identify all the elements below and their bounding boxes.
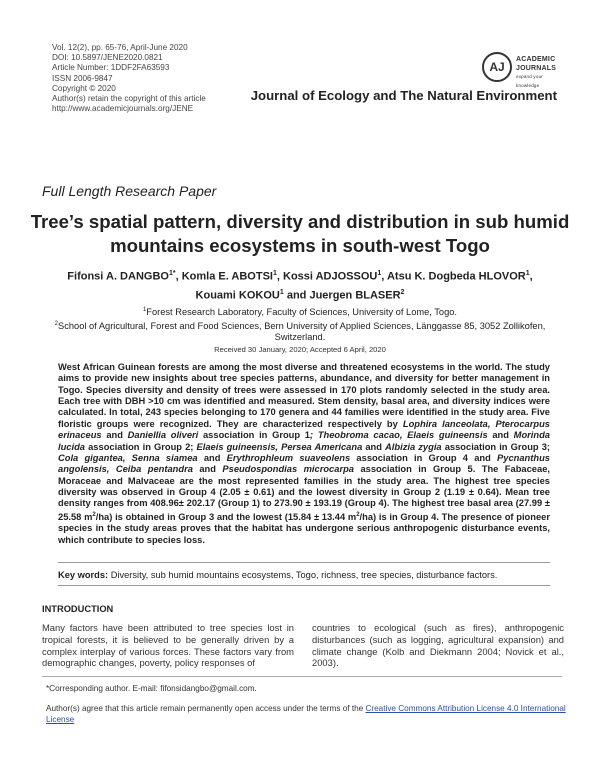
introduction-heading: INTRODUCTION [42,604,114,614]
affiliation-text: School of Agricultural, Forest and Food Sciences, Bern University of Applied Sciences, Länggasse 85, 3052 Zollikofen, Switzerland. [58,320,546,343]
author-name: Kouami KOKOU [195,289,280,302]
meta-rights: Author(s) retain the copyright of this article [52,94,206,104]
received-accepted-dates: Received 30 January, 2020; Accepted 6 April, 2020 [214,345,386,354]
author-name: Fifonsi A. DANGBO [67,270,169,283]
author-affil-mark: 2 [400,288,405,296]
divider [58,585,550,586]
affiliation-2 [30,319,570,344]
species-name: Morinda lucida [58,430,551,452]
affiliations [30,305,570,344]
species-name: Cola gigantea, Senna siamea [58,452,198,463]
abstract-text: association in Group 2; [85,441,197,452]
keywords-label: Key words: [58,570,109,580]
divider [58,562,550,563]
logo-mark: AJ [482,52,512,82]
author-affil-mark: 1 [279,288,284,296]
species-name: Erythrophleum suaveolens [226,452,351,463]
author-affil-mark: 1 [525,270,530,277]
author-separator: , [381,270,385,283]
superscript: 2 [356,511,360,518]
abstract-text: and [197,452,227,463]
academic-journals-logo [482,52,562,88]
abstract-text: /ha) is in Group 4. The presence of pioneer species in the study areas proves that the habitat has undergone serious anthropogenic disturbance events, which contribute to species loss. [58,511,550,545]
affiliation-text: Forest Research Laboratory, Faculty of Sciences, University of Lome, Togo. [146,307,458,318]
paper-title: Tree’s spatial pattern, diversity and distribution in sub humid mountains ecosystems in south-west Togo [30,211,570,256]
abstract-text: and [101,430,128,441]
author-affil-mark: 1 [377,270,382,277]
abstract-text: association in Group 3; [441,441,551,452]
meta-doi: DOI: 10.5897/JENE2020.0821 [52,53,163,63]
superscript: 2 [92,511,96,518]
abstract-text: and [362,441,386,452]
species-name: Daniellia oliveri [127,430,199,441]
author-name: Komla E. ABOTSI [181,270,273,283]
abstract-text: West African Guinean forests are among the most diverse and threatened ecosystems in the world. The study aims to provide new insights about tree species patterns, abundance, and diversity for better management in Togo. Species diversity and density of trees were assessed in 170 plots randomly selected in the study area. Each tree with DBH >10 cm was identified and measured. Stem density, basal area, and diversity indices were calculated. In total, 243 species belonging to 170 genera and 44 families were identified in the study area. Five floristic groups were recognized. They are characterized respectively by [58,362,550,429]
author-affil-mark: 1* [168,270,176,277]
author-separator: and [286,289,307,302]
meta-issn: ISSN 2006-9847 [52,73,113,83]
author-name: Juergen BLASER [309,289,401,302]
author-affil-mark: 1 [272,270,277,277]
keywords [58,570,550,580]
author-name: Kossi ADJOSSOU [283,270,378,283]
species-name: Pycnanthus angolensis, Ceiba pentandra [58,452,550,475]
abstract [58,362,550,546]
species-name: Theobroma cacao, Elaeis guineensis [317,430,488,441]
corresponding-author: *Corresponding author. E-mail: fifonsidangbo@gmail.com. [46,684,257,693]
footnote-divider [42,676,562,677]
license-text: Author(s) agree that this article remain permanently open access under the terms of the [46,704,366,713]
species-name: Elaeis guineensis, Persea Americana [196,441,363,452]
abstract-text: association in Group 4 and [350,452,498,463]
logo-text [516,56,562,90]
meta-volume: Vol. 12(2), pp. 65-76, April-June 2020 [52,43,188,52]
author-list [30,266,570,303]
introduction-column-2: countries to ecological (such as fires), anthropogenic disturbances (such as logging, agricultural expansion) and climate change (Kolb and Diekmann 2004; Novick et al., 2003). [312,622,564,669]
author-separator: , [529,270,533,283]
logo-tagline: expand your knowledge [516,74,543,88]
affiliation-1 [30,305,570,319]
logo-line2: JOURNALS [516,64,557,72]
author-name: Atsu K. Dogbeda HLOVOR [386,270,526,283]
keywords-text: Diversity, sub humid mountains ecosystems, Togo, richness, tree species, disturbance factors. [108,570,498,580]
article-meta [52,43,206,114]
meta-article-number: Article Number: 1DDF2FA63593 [52,63,170,73]
journal-name: Journal of Ecology and The Natural Environment [250,88,557,103]
abstract-text: and [487,430,514,441]
article-type: Full Length Research Paper [42,183,217,199]
abstract-text: /ha) is obtained in Group 3 and the lowest (15.84 ± 13.44 m [95,511,357,522]
abstract-text: association in Group 5. The Fabaceae, Moraceae and Malvaceae are the most represented families in the study area. The highest tree species diversity was observed in Group 4 (2.05 ± 0.61) and the lowest diversity in Group 2 (1.19 ± 0.64). Mean tree density ranges from 408.96± 202.17 (Group 1) to 273.90 ± 193.19 (Group 4). The highest tree basal area (27.99 ± 25.58 m [58,464,550,522]
species-name: Lophira lanceolata, Pterocarpus erinaceus [58,418,550,441]
meta-url[interactable]: http://www.academicjournals.org/JENE [52,104,194,114]
license-link[interactable]: Creative Commons Attribution License 4.0 International License [46,704,566,724]
abstract-text: and [192,464,223,475]
affiliation-mark: 2 [54,320,58,327]
abstract-text: association in Group 1 [198,430,310,441]
species-name: Albizia zygia [385,441,442,452]
author-separator: , [175,270,179,283]
author-separator: , [276,270,280,283]
logo-line1: ACADEMIC [516,56,556,63]
introduction-column-1: Many factors have been attributed to tree species lost in tropical forests, it is believed to be generally driven by a complex interplay of various forces. These factors vary from demographic changes, poverty, policy responses of [42,622,294,669]
abstract-text: ; [310,430,318,441]
species-name: Pseudospondias microcarpa [222,464,354,475]
license-notice [46,704,566,725]
affiliation-mark: 1 [142,307,147,313]
meta-copyright: Copyright © 2020 [52,83,116,93]
